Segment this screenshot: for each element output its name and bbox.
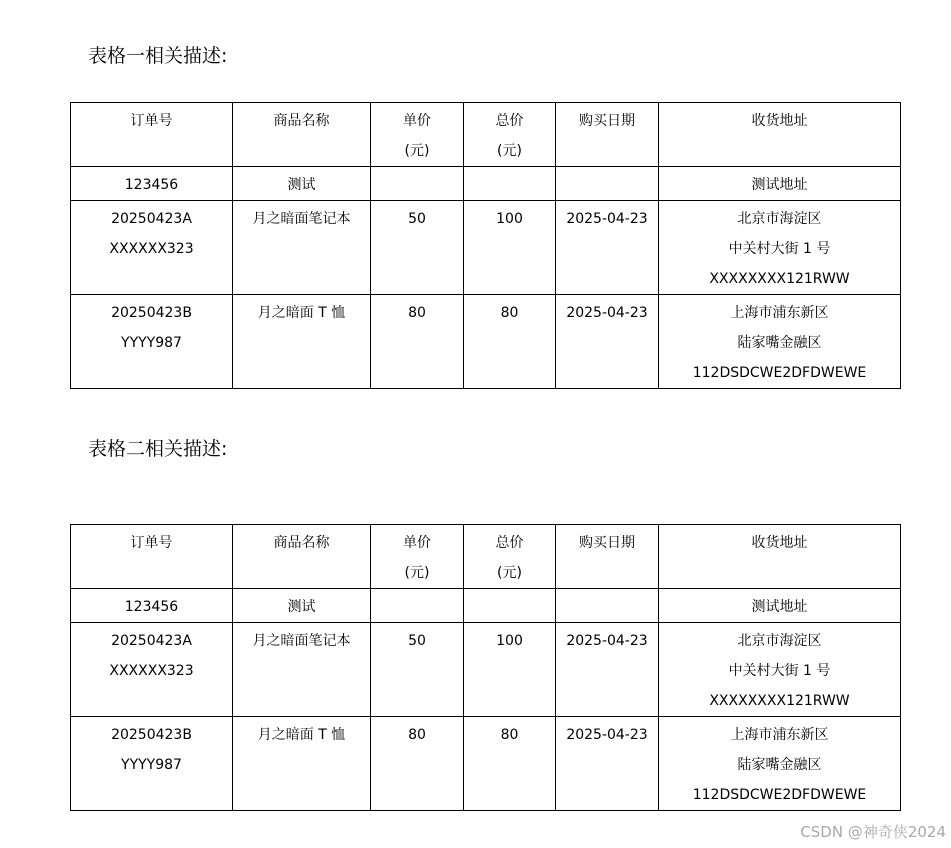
table-header-row bbox=[71, 103, 901, 167]
header-unit-price: 单价 (元) bbox=[371, 103, 464, 167]
order-table-1 bbox=[70, 102, 901, 389]
cell-unit-price bbox=[371, 167, 464, 201]
cell-total-price bbox=[464, 167, 556, 201]
cell-order-no: 20250423B YYYY987 bbox=[71, 717, 233, 811]
cell-order-no: 123456 bbox=[71, 589, 233, 623]
cell-shipping-address: 上海市浦东新区 陆家嘴金融区 112DSDCWE2DFDWEWE bbox=[659, 717, 901, 811]
cell-unit-price: 50 bbox=[371, 623, 464, 717]
cell-purchase-date: 2025-04-23 bbox=[556, 717, 659, 811]
header-shipping-address: 收货地址 bbox=[659, 103, 901, 167]
header-total-price: 总价 (元) bbox=[464, 103, 556, 167]
header-purchase-date: 购买日期 bbox=[556, 525, 659, 589]
header-unit-price: 单价 (元) bbox=[371, 525, 464, 589]
cell-total-price: 80 bbox=[464, 717, 556, 811]
header-product-name: 商品名称 bbox=[233, 103, 371, 167]
cell-shipping-address: 北京市海淀区 中关村大街 1 号 XXXXXXXX121RWW bbox=[659, 623, 901, 717]
cell-order-no: 123456 bbox=[71, 167, 233, 201]
cell-product-name: 月之暗面 T 恤 bbox=[233, 295, 371, 389]
cell-product-name: 月之暗面笔记本 bbox=[233, 623, 371, 717]
cell-product-name: 测试 bbox=[233, 589, 371, 623]
table-row bbox=[71, 623, 901, 717]
table-row bbox=[71, 717, 901, 811]
cell-order-no: 20250423A XXXXXX323 bbox=[71, 623, 233, 717]
cell-product-name: 月之暗面笔记本 bbox=[233, 201, 371, 295]
cell-purchase-date bbox=[556, 589, 659, 623]
header-shipping-address: 收货地址 bbox=[659, 525, 901, 589]
header-product-name: 商品名称 bbox=[233, 525, 371, 589]
table-row bbox=[71, 589, 901, 623]
cell-total-price: 100 bbox=[464, 201, 556, 295]
cell-purchase-date: 2025-04-23 bbox=[556, 201, 659, 295]
cell-purchase-date: 2025-04-23 bbox=[556, 295, 659, 389]
cell-unit-price bbox=[371, 589, 464, 623]
table-row bbox=[71, 167, 901, 201]
section-1-title: 表格一相关描述: bbox=[88, 45, 228, 67]
cell-unit-price: 80 bbox=[371, 717, 464, 811]
header-purchase-date: 购买日期 bbox=[556, 103, 659, 167]
cell-total-price bbox=[464, 589, 556, 623]
cell-unit-price: 80 bbox=[371, 295, 464, 389]
cell-product-name: 月之暗面 T 恤 bbox=[233, 717, 371, 811]
cell-unit-price: 50 bbox=[371, 201, 464, 295]
table-row bbox=[71, 201, 901, 295]
watermark: CSDN @神奇侠2024 bbox=[800, 823, 946, 841]
cell-total-price: 100 bbox=[464, 623, 556, 717]
cell-shipping-address: 北京市海淀区 中关村大街 1 号 XXXXXXXX121RWW bbox=[659, 201, 901, 295]
cell-shipping-address: 测试地址 bbox=[659, 589, 901, 623]
header-total-price: 总价 (元) bbox=[464, 525, 556, 589]
cell-order-no: 20250423B YYYY987 bbox=[71, 295, 233, 389]
header-order-no: 订单号 bbox=[71, 525, 233, 589]
table-header-row bbox=[71, 525, 901, 589]
cell-order-no: 20250423A XXXXXX323 bbox=[71, 201, 233, 295]
cell-total-price: 80 bbox=[464, 295, 556, 389]
table-row bbox=[71, 295, 901, 389]
section-2-title: 表格二相关描述: bbox=[88, 438, 228, 460]
cell-purchase-date: 2025-04-23 bbox=[556, 623, 659, 717]
cell-shipping-address: 上海市浦东新区 陆家嘴金融区 112DSDCWE2DFDWEWE bbox=[659, 295, 901, 389]
cell-shipping-address: 测试地址 bbox=[659, 167, 901, 201]
cell-purchase-date bbox=[556, 167, 659, 201]
order-table-2 bbox=[70, 524, 901, 811]
cell-product-name: 测试 bbox=[233, 167, 371, 201]
header-order-no: 订单号 bbox=[71, 103, 233, 167]
